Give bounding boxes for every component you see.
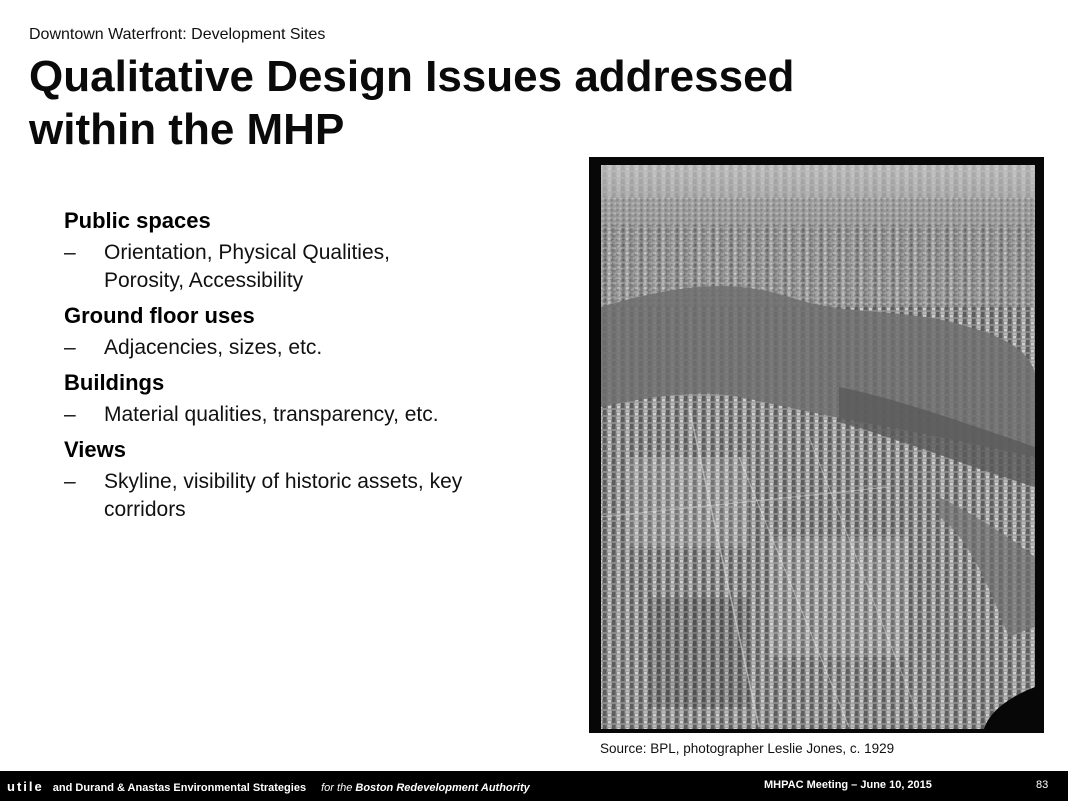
bullet-text: Skyline, visibility of historic assets, key corridors	[104, 470, 463, 521]
section-ground-floor-uses	[64, 301, 564, 362]
footer-meeting: MHPAC Meeting – June 10, 2015	[764, 779, 932, 791]
bullet-dash: –	[64, 470, 76, 493]
footer-partners: and Durand & Anastas Environmental Strategies	[52, 782, 307, 794]
section-heading: Ground floor uses	[64, 303, 255, 328]
footer-credits	[7, 779, 530, 794]
section-bullet	[64, 468, 564, 524]
section-heading: Views	[64, 437, 126, 462]
bullet-dash: –	[64, 403, 76, 426]
photo-caption: Source: BPL, photographer Leslie Jones, c. 1929	[600, 741, 895, 756]
section-public-spaces	[64, 206, 564, 295]
bullet-text: Orientation, Physical Qualities, Porosity, Accessibility	[104, 241, 390, 292]
section-heading: Buildings	[64, 370, 165, 395]
slide-title	[29, 50, 929, 156]
bullet-text: Material qualities, transparency, etc.	[104, 403, 439, 426]
section-bullet	[64, 334, 564, 362]
bullet-text: Adjacencies, sizes, etc.	[104, 336, 323, 359]
content-list	[64, 206, 564, 530]
footer-authority: Boston Redevelopment Authority	[355, 782, 530, 794]
utile-logo: utile	[7, 779, 44, 794]
title-line-1: Qualitative Design Issues addressed	[29, 52, 795, 101]
footer-for-text: for the	[321, 782, 353, 794]
bullet-dash: –	[64, 241, 76, 264]
section-bullet	[64, 401, 564, 429]
page-number: 83	[1036, 779, 1049, 791]
aerial-city-photo	[589, 157, 1044, 733]
title-line-2: within the MHP	[29, 105, 345, 154]
bullet-dash: –	[64, 336, 76, 359]
footer-bar	[0, 771, 1068, 801]
section-buildings	[64, 368, 564, 429]
section-bullet	[64, 239, 564, 295]
section-views	[64, 435, 564, 524]
aerial-photo-frame	[589, 157, 1044, 733]
slide-subtitle: Downtown Waterfront: Development Sites	[29, 26, 326, 43]
section-heading: Public spaces	[64, 208, 211, 233]
